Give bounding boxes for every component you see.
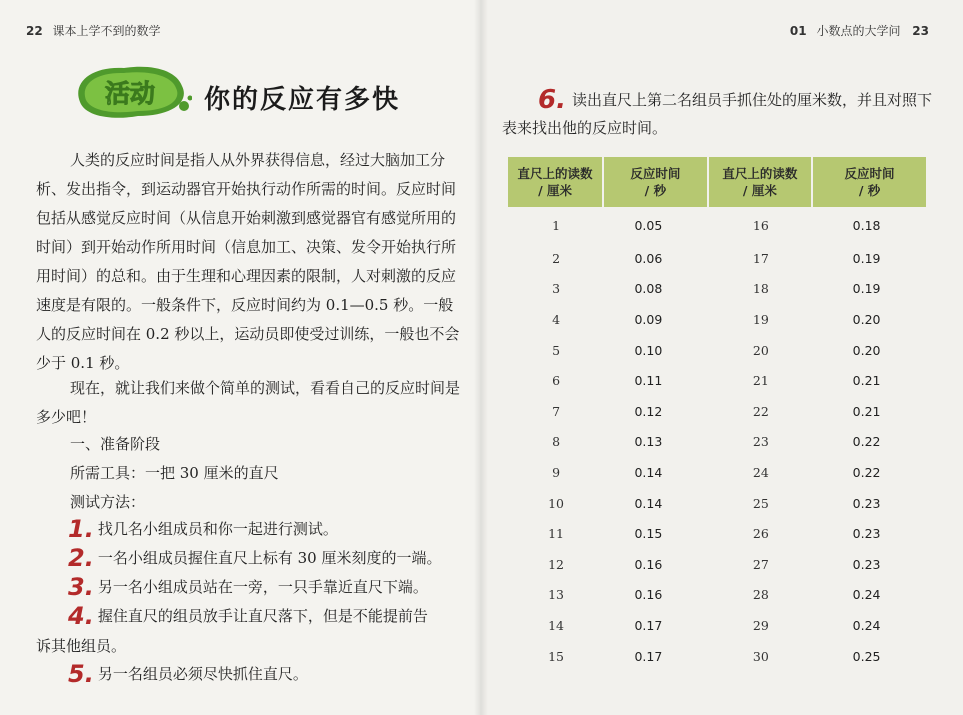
step-number: 3.	[68, 573, 94, 601]
page-number: 22	[26, 24, 43, 38]
table-row	[508, 518, 926, 549]
right-page-header	[790, 22, 929, 39]
table-cell: 0.19	[852, 281, 881, 297]
step-3	[68, 573, 428, 601]
column-header-reaction-time-2: 反应时间 / 秒	[813, 157, 926, 207]
table-cell: 18	[752, 281, 769, 297]
table-cell: 0.05	[634, 217, 663, 233]
table-cell: 22	[752, 403, 769, 419]
step-4-continued: 诉其他组员。	[36, 637, 127, 655]
table-row	[508, 488, 926, 519]
step-number: 2.	[68, 544, 94, 572]
left-page-header	[26, 22, 161, 39]
table-cell: 0.10	[634, 342, 663, 358]
intro-paragraph: 人类的反应时间是指人从外界获得信息，经过大脑加工分析、发出指令，到运动器官开始执行动作所需的时间。反应时间包括从感觉反应时间（从信息开始刺激到感觉器官有感觉所用的时间）到开始动作所用时间（信息加工、决策、发令开始执行所用时间）的总和。由于生理和心理因素的限制，人对刺激的反应速度是有限的。一般条件下，反应时间约为 0.1—0.5 秒。一般人的反应时间在 0.2 秒以上，运动员即使受过训练，一般也不会少于 0.1 秒。	[36, 151, 460, 372]
table-cell: 4	[552, 311, 561, 327]
table-row	[508, 580, 926, 611]
column-header-reaction-time: 反应时间 / 秒	[604, 157, 709, 207]
table-cell: 10	[548, 495, 565, 511]
table-cell: 0.14	[634, 464, 663, 480]
question-number: 6.	[538, 85, 566, 115]
table-cell: 20	[752, 342, 769, 358]
table-cell: 0.08	[634, 281, 663, 297]
table-row	[508, 365, 926, 396]
table-row	[508, 396, 926, 427]
step-text: 找几名小组成员和你一起进行测试。	[97, 520, 338, 538]
activity-badge-label: 活动	[104, 79, 156, 108]
table-cell: 0.19	[852, 250, 881, 266]
table-cell: 24	[752, 464, 769, 480]
column-header-ruler-reading: 直尺上的读数 / 厘米	[508, 157, 604, 207]
table-cell: 2	[552, 250, 561, 266]
table-cell: 0.23	[852, 556, 881, 572]
table-cell: 0.22	[852, 464, 881, 480]
step-5	[68, 660, 308, 688]
table-cell: 28	[752, 587, 769, 603]
step-text: 一名小组成员握住直尺上标有 30 厘米刻度的一端。	[97, 549, 442, 567]
table-cell: 0.21	[852, 403, 881, 419]
table-cell: 11	[548, 526, 565, 542]
table-cell: 0.25	[852, 648, 881, 664]
table-cell: 0.24	[852, 587, 881, 603]
reaction-time-table	[508, 157, 926, 671]
table-cell: 0.24	[852, 617, 881, 633]
step-number: 4.	[68, 602, 94, 630]
table-cell: 15	[548, 648, 565, 664]
page-title: 你的反应有多快	[204, 85, 401, 115]
table-cell: 5	[552, 342, 561, 358]
table-cell: 8	[552, 434, 561, 450]
table-cell: 0.20	[852, 311, 881, 327]
step-number: 5.	[68, 660, 94, 688]
table-cell: 12	[548, 556, 565, 572]
table-cell: 0.15	[634, 526, 663, 542]
table-cell: 0.20	[852, 342, 881, 358]
prompt-paragraph: 现在，就让我们来做个简单的测试，看看自己的反应时间是多少吧！	[36, 379, 461, 426]
table-cell: 0.14	[634, 495, 663, 511]
step-4	[68, 602, 428, 630]
table-cell: 17	[752, 250, 769, 266]
table-cell: 0.23	[852, 495, 881, 511]
table-cell: 0.16	[634, 587, 663, 603]
table-cell: 26	[752, 526, 769, 542]
table-row	[508, 304, 926, 335]
question-text: 读出直尺上第二名组员手抓住处的厘米数，并且对照下表来找出他的反应时间。	[502, 91, 932, 137]
table-cell: 0.22	[852, 434, 881, 450]
chapter-title: 小数点的大学问	[816, 24, 901, 38]
table-cell: 25	[752, 495, 769, 511]
book-title: 课本上学不到的数学	[52, 24, 161, 38]
table-cell: 9	[552, 464, 561, 480]
table-cell: 7	[552, 403, 561, 419]
step-2	[68, 544, 442, 572]
table-cell: 23	[752, 434, 769, 450]
table-cell: 0.13	[634, 434, 663, 450]
table-cell: 0.17	[634, 617, 663, 633]
step-text: 握住直尺的组员放手让直尺落下，但是不能提前告	[97, 607, 428, 625]
activity-badge	[72, 62, 192, 122]
table-row	[508, 457, 926, 488]
table-cell: 21	[752, 373, 769, 389]
table-row	[508, 243, 926, 274]
table-cell: 0.18	[852, 217, 881, 233]
table-cell: 0.21	[852, 373, 881, 389]
page-number: 23	[912, 24, 929, 38]
chapter-number: 01	[789, 24, 807, 38]
table-cell: 13	[548, 587, 565, 603]
table-row	[508, 610, 926, 641]
question-6	[502, 86, 932, 142]
table-cell: 14	[548, 617, 565, 633]
table-cell: 27	[752, 556, 769, 572]
table-cell: 0.16	[634, 556, 663, 572]
table-row	[508, 427, 926, 458]
table-cell: 30	[752, 648, 769, 664]
table-header-row	[508, 157, 926, 207]
table-row	[508, 274, 926, 305]
section-heading: 一、准备阶段	[70, 435, 161, 453]
table-cell: 0.23	[852, 526, 881, 542]
table-row	[508, 335, 926, 366]
step-number: 1.	[68, 515, 94, 543]
table-cell: 0.09	[634, 311, 663, 327]
step-text: 另一名组员必须尽快抓住直尺。	[97, 665, 308, 683]
table-cell: 16	[752, 217, 769, 233]
method-label: 测试方法：	[70, 493, 146, 511]
table-cell: 3	[552, 281, 561, 297]
book-gutter	[474, 0, 488, 715]
table-row	[508, 207, 926, 243]
table-cell: 0.06	[634, 250, 663, 266]
table-cell: 0.17	[634, 648, 663, 664]
step-text: 另一名小组成员站在一旁，一只手靠近直尺下端。	[97, 578, 428, 596]
table-cell: 19	[752, 311, 769, 327]
table-cell: 6	[552, 373, 561, 389]
step-1	[68, 515, 338, 543]
tools-line: 所需工具：一把 30 厘米的直尺	[70, 464, 279, 482]
table-cell: 0.11	[634, 373, 663, 389]
table-cell: 29	[752, 617, 769, 633]
table-cell: 1	[552, 217, 561, 233]
table-row	[508, 641, 926, 672]
table-cell: 0.12	[634, 403, 663, 419]
left-page	[0, 0, 480, 715]
column-header-ruler-reading-2: 直尺上的读数 / 厘米	[709, 157, 814, 207]
table-row	[508, 549, 926, 580]
